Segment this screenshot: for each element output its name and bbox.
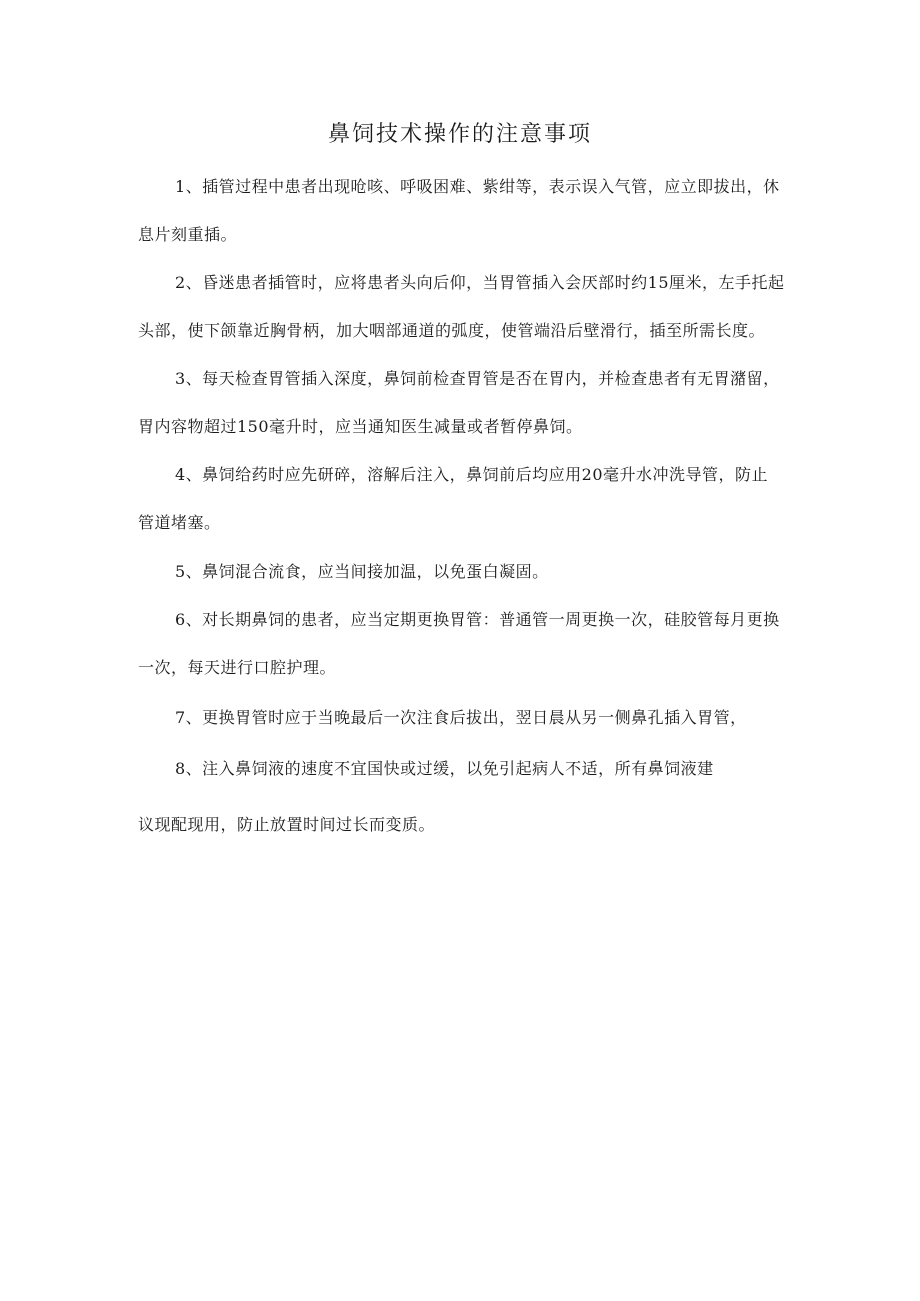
item-7-line-1: 7、更换胃管时应于当晚最后一次注食后拔出，翌日晨从另一侧鼻孔插入胃管， (175, 708, 747, 727)
item-4-line-1: 4、鼻饲给药时应先研碎，溶解后注入，鼻饲前后均应用20毫升水冲洗导管，防止 (175, 465, 769, 484)
item-8-line-1: 8、注入鼻饲液的速度不宜国快或过缓，以免引起病人不适，所有鼻饲液建 (175, 759, 714, 778)
item-6-line-1: 6、对长期鼻饲的患者，应当定期更换胃管：普通管一周更换一次，硅胶管每月更换 (175, 610, 780, 629)
item-6-line-2: 一次，每天进行口腔护理。 (138, 658, 337, 677)
item-3-line-1: 3、每天检查胃管插入深度，鼻饲前检查胃管是否在胃内，并检查患者有无胃潴留， (175, 369, 780, 388)
item-2-line-2: 头部，使下颌靠近胸骨柄，加大咽部通道的弧度，使管端沿后壁滑行，插至所需长度。 (138, 321, 766, 340)
item-2-line-1: 2、昏迷患者插管时，应将患者头向后仰，当胃管插入会厌部时约15厘米，左手托起 (175, 273, 785, 292)
item-5-line-1: 5、鼻饲混合流食，应当间接加温，以免蛋白凝固。 (175, 562, 549, 581)
item-8-line-2: 议现配现用，防止放置时间过长而变质。 (138, 815, 436, 834)
item-4-line-2: 管道堵塞。 (138, 513, 221, 532)
item-3-line-2: 胃内容物超过150毫升时，应当通知医生减量或者暂停鼻饲。 (138, 417, 583, 436)
page-title: 鼻饲技术操作的注意事项 (327, 122, 592, 147)
item-1-line-1: 1、插管过程中患者出现呛咳、呼吸困难、紫绀等，表示误入气管，应立即拔出，休 (175, 177, 780, 196)
item-1-line-2: 息片刻重插。 (138, 225, 238, 244)
